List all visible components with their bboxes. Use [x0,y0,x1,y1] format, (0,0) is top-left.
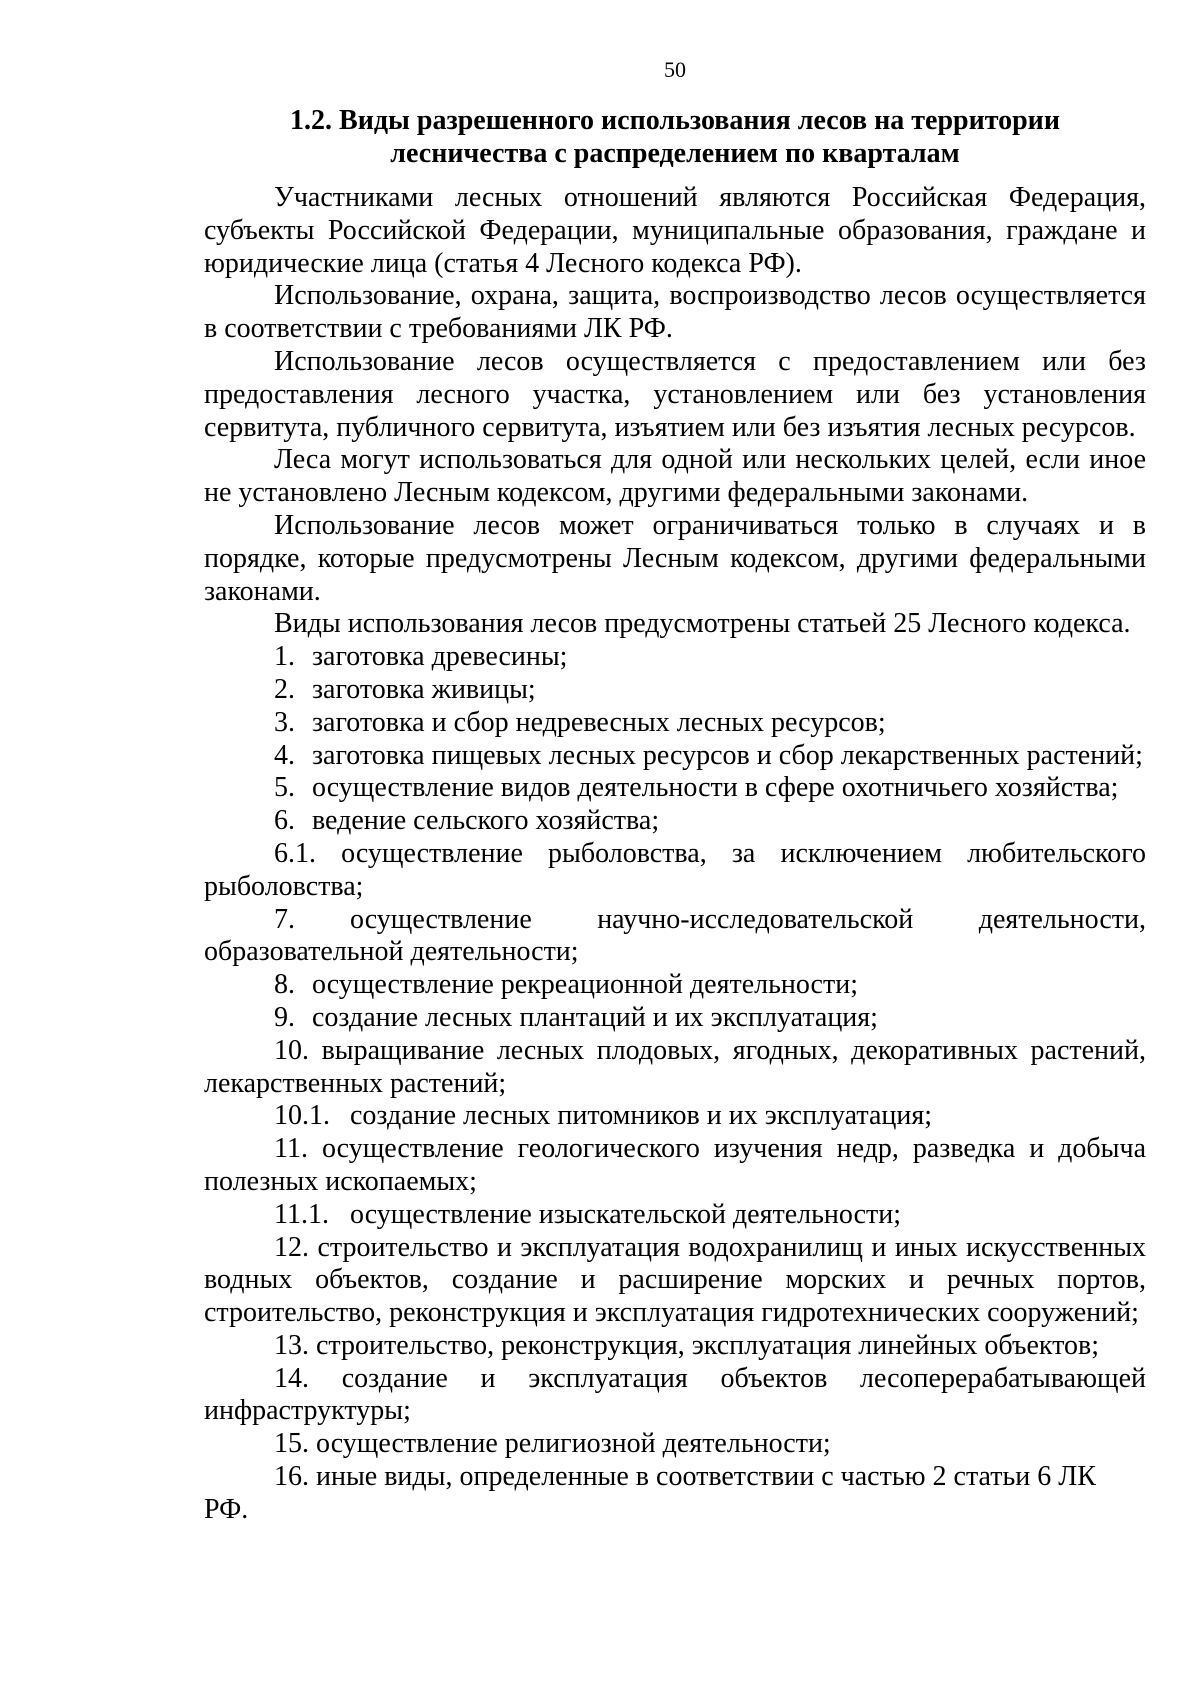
list-item-text: осуществление видов деятельности в сфере охотничьего хозяйства; [312,772,1119,804]
list-item-text: иные виды, определенные в соответствии с частью 2 статьи 6 ЛК РФ. [204,1461,1096,1525]
paragraph-use-protection: Использование, охрана, защита, воспроизводство лесов осуществляется в соответствии с требованиями ЛК РФ. [204,280,1146,345]
list-item-text: создание лесных плантаций и их эксплуатация; [312,1001,878,1033]
list-item-number: 11. [274,1133,308,1165]
list-item-number: 12. [274,1231,309,1263]
list-item [204,805,1146,838]
list-item-text: заготовка пищевых лесных ресурсов и сбор лекарственных растений; [312,739,1143,771]
list-item-number: 2. [274,673,295,705]
list-item-text: осуществление геологического изучения недр, разведка и добыча полезных ископаемых; [204,1133,1147,1197]
list-item-number: 9. [274,1001,295,1033]
paragraph-use-restrictions: Использование лесов может ограничиваться только в случаях и в порядке, которые предусмотрены Лесным кодексом, другими федеральными законами. [204,509,1146,607]
list-item [204,1363,1146,1429]
section-title-line-1: 1.2. Виды разрешенного использования лесов на территории [290,105,1060,136]
list-item-number: 13. [274,1329,309,1361]
list-item-number: 4. [274,739,295,771]
list-item-text: осуществление религиозной деятельности; [316,1428,831,1460]
list-item [204,1199,1146,1232]
list-item [204,674,1146,707]
list-item-number: 10. [274,1034,309,1066]
list-item [204,707,1146,740]
list-item [204,641,1146,674]
list-item-number: 14. [274,1362,309,1394]
list-item-number: 10.1. [274,1100,330,1132]
list-item-text: осуществление изыскательской деятельности; [350,1198,901,1230]
list-item-text: выращивание лесных плодовых, ягодных, декоративных растений, лекарственных растений; [204,1034,1147,1099]
list-item-text: осуществление научно-исследовательской деятельности, образовательной деятельности; [204,903,1146,968]
list-item-number: 15. [274,1428,309,1460]
document-page [204,50,1146,1527]
list-item-text: ведение сельского хозяйства; [312,805,660,837]
paragraph-use-purposes: Леса могут использоваться для одной или нескольких целей, если иное не установлено Лесным кодексом, другими федеральными законами. [204,444,1146,509]
list-item [204,1100,1146,1133]
list-item-text: заготовка живицы; [312,673,536,705]
list-item-text: строительство и эксплуатация водохранилищ и иных искусственных водных объектов, создание и расширение морских и речных портов, строительство, реконструкция и эксплуатация гидротехнических сооружений; [204,1231,1147,1329]
list-item-text: строительство, реконструкция, эксплуатация линейных объектов; [316,1329,1099,1361]
paragraph-use-types-intro: Виды использования лесов предусмотрены статьей 25 Лесного кодекса. [274,608,1131,640]
list-item-number: 1. [274,641,295,673]
list-item [204,1330,1146,1363]
list-item [204,1035,1146,1101]
list-item-text: осуществление рыболовства, за исключением любительского рыболовства; [204,837,1146,902]
list-item-text: осуществление рекреационной деятельности; [312,969,858,1001]
list-item-text: создание лесных питомников и их эксплуатация; [350,1100,933,1132]
list-item [204,1428,1146,1461]
list-item [204,838,1146,904]
list-item-number: 3. [274,706,295,738]
list-item-number: 7. [274,903,295,935]
section-title-line-2: лесничества с распределением по кварталам [390,138,960,169]
list-item [204,772,1146,805]
list-item-number: 16. [274,1461,309,1493]
list-item-text: создание и эксплуатация объектов лесоперерабатывающей инфраструктуры; [204,1362,1146,1427]
paragraph-use-conditions: Использование лесов осуществляется с предоставлением или без предоставления лесного участка, установлением или без установления сервитута, публичного сервитута, изъятием или без изъятия лесных ресурсов. [204,345,1146,443]
page-number: 50 [664,57,686,82]
list-item [204,1133,1146,1199]
list-item-text: заготовка и сбор недревесных лесных ресурсов; [312,706,886,738]
list-item-number: 5. [274,772,295,804]
list-item [204,904,1146,970]
list-item [204,1461,1146,1527]
list-item-number: 8. [274,969,295,1001]
list-item [204,969,1146,1002]
list-item [204,740,1146,773]
paragraph-participants: Участниками лесных отношений являются Российская Федерация, субъекты Российской Федерации, муниципальные образования, граждане и юридические лица (статья 4 Лесного кодекса РФ). [204,182,1146,279]
list-item [204,1232,1146,1330]
list-item-number: 6.1. [274,837,316,869]
section-title [204,104,1146,170]
list-item-number: 6. [274,805,295,837]
list-item-number: 11.1. [274,1198,329,1230]
list-item [204,1002,1146,1035]
list-item-text: заготовка древесины; [312,641,568,673]
